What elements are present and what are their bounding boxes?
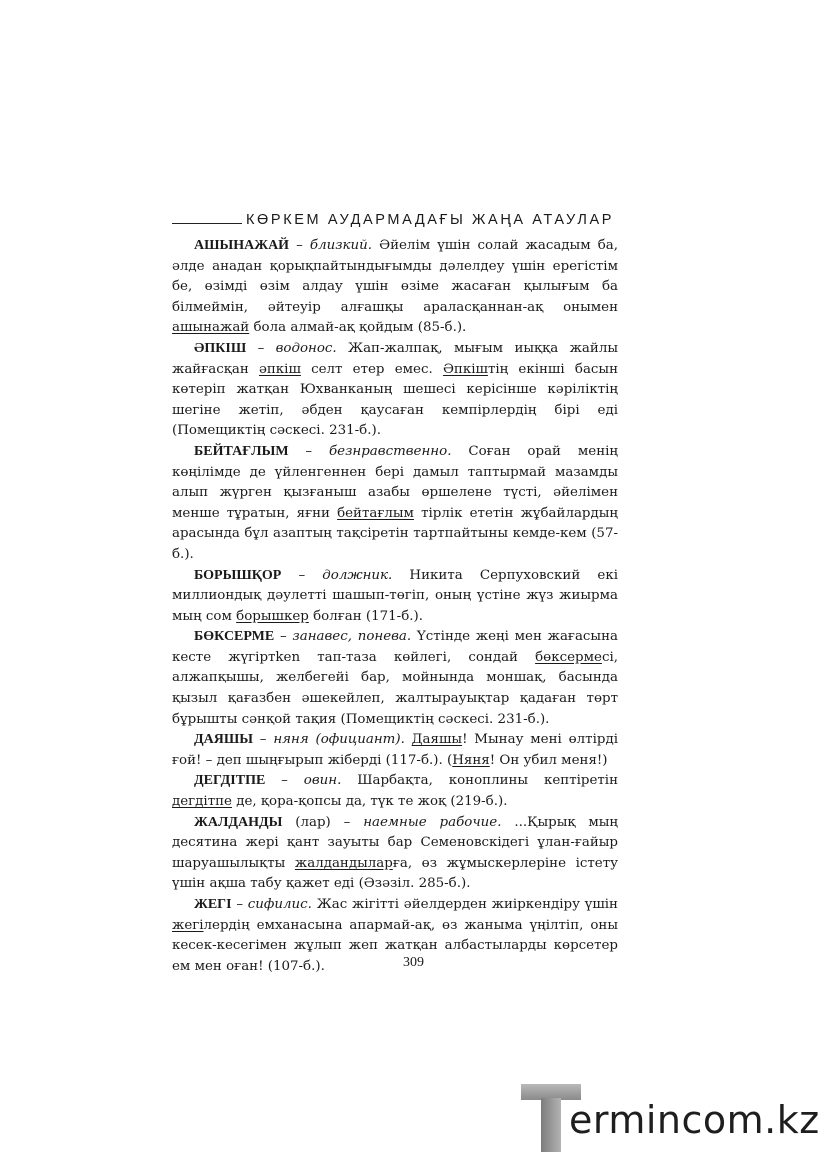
translation: безнравственно.	[329, 443, 452, 459]
example-text: тің екінші басын көтеріп жатқан Юхванканың шешесі керісінше кәріліктің шегіне жетіп, әбден қаусаған кемпірлердің бірі еді (Помещиктің сәскесі. 231-б.).	[172, 361, 619, 439]
entry-boryshqor	[172, 566, 618, 628]
example-text: Жас жігітті әйелдерден жиіркендіру үшін	[311, 897, 618, 912]
example-text: Соған орай менің көңілімде де үйленгеннен бері дамыл таптырмай мазамды алып жүрген қызғаныш азабы өршелене түсті, әйелімен менше тұратын, яғни	[172, 443, 618, 521]
headword: ӘПКІШ	[194, 340, 247, 356]
underlined-term: Даяшы	[411, 732, 463, 748]
translation: наемные рабочие.	[363, 814, 502, 830]
example-text: Үстінде жеңі мен жағасына кесте жүгіртken тап-таза көйлегі, сондай	[172, 629, 618, 665]
headword: ДЕГДІТПЕ	[194, 773, 266, 789]
example-text	[405, 732, 412, 747]
dash: –	[289, 238, 310, 253]
headword: БЕЙТАҒЛЫМ	[194, 443, 289, 459]
translation: должник.	[322, 567, 393, 583]
headword: БОРЫШҚОР	[194, 567, 282, 583]
dash: –	[288, 443, 329, 459]
dictionary-body	[172, 236, 618, 977]
entry-beitaglym	[172, 442, 618, 566]
entry-zhaldandy	[172, 813, 618, 895]
translation: няня (официант).	[273, 732, 405, 748]
entry-dayashy	[172, 730, 618, 771]
dash: –	[281, 567, 323, 583]
example-text: селт етер емес.	[300, 361, 443, 377]
termincom-logo[interactable]	[517, 1080, 820, 1155]
underlined-term: бөксерме	[535, 649, 602, 665]
underlined-term: борышкер	[236, 608, 309, 624]
example-text: ...Қырық мың десятина жері қант зауыты бар Семеновскідегі ұлан-ғайыр шаруашылықты	[172, 814, 618, 871]
entry-apkish	[172, 339, 618, 442]
translation: близкий.	[309, 238, 373, 253]
dash: –	[252, 732, 274, 748]
example-text: Никита Серпуховский екі миллиондық дәулетті шашып-төгіп, оның үстіне жүз жиырма мың сом	[172, 567, 618, 624]
headword: БӨКСЕРМЕ	[194, 629, 275, 645]
dash: –	[274, 629, 293, 645]
example-text: бола алмай-ақ қойдым (85-б.).	[249, 320, 467, 336]
header-rule	[172, 223, 242, 224]
running-header	[172, 212, 618, 228]
underlined-term: жалдандылар	[294, 855, 393, 871]
example-text: сі, алжапқышы, желбегейі бар, мойнында моншақ, басында қызыл қағазбен әшекейлеп, жалтырауықтар қадаған төрт бұрышты сәнқой тақия (Помещиктің сәскесі. 231-б.).	[172, 649, 618, 727]
headword: ЖАЛДАНДЫ	[194, 814, 283, 830]
headword: ЖЕГІ	[194, 897, 232, 912]
example-text: ! Мынау мені өлтірді ғой! – деп шыңғырып жіберді (117-б.). (	[172, 732, 618, 768]
underlined-term: бейтағлым	[337, 505, 414, 521]
example-text: ! Он убил меня!)	[489, 752, 608, 768]
underlined-term: жегі	[172, 917, 204, 933]
entry-bokserme	[172, 627, 618, 730]
translation: сифилис.	[247, 897, 312, 912]
dash: –	[246, 340, 276, 356]
underlined-term: ашынажай	[172, 320, 250, 336]
header-title: КӨРКЕМ АУДАРМАДАҒЫ ЖАҢА АТАУЛАР	[246, 212, 615, 228]
entry-degditpe	[172, 771, 618, 812]
dash: (лар) –	[282, 814, 364, 830]
example-text: Жап-жалпақ, мығым иыққа жайлы жайғасқан	[172, 340, 618, 377]
translation: водонос.	[275, 340, 337, 356]
example-text: болған (171-б.).	[308, 608, 423, 624]
logo-t-stem	[541, 1098, 561, 1152]
example-text: де, қора-қопсы да, түк те жоқ (219-б.).	[231, 794, 508, 810]
headword: ДАЯШЫ	[194, 732, 253, 748]
dash: –	[231, 897, 248, 912]
example-text: лердің емханасына апармай-ақ, өз жаныма үңілтіп, оны кесек-кесегімен жұлып жеп жатқан албастыларды көрсетер ем мен оған! (107-б.).	[172, 917, 618, 974]
translation: овин.	[303, 773, 342, 789]
underlined-term: әпкіш	[258, 361, 301, 377]
translation: занавес, понева.	[292, 629, 412, 645]
example-text: Әйелім үшін солай жасадым ба, әлде анадан қорықпайтындығымды дәлелдеу үшін ерегістім бе, өзімді өзім алдау үшін өзіме жасаған қылығым ба білмеймін, әйтеуір алғашқы араласқаннан-ақ онымен	[172, 238, 618, 315]
example-text: ға, өз жұмыскерлеріне істету үшін ақша табу қажет еді (Әзәзіл. 285-б.).	[172, 855, 618, 892]
logo-text: ermincom.kz	[569, 1098, 820, 1142]
underlined-term: Няня	[452, 752, 490, 768]
headword: АШЫНАЖАЙ	[194, 238, 290, 253]
page-number: 309	[403, 955, 424, 970]
underlined-term: дегдітпе	[172, 794, 232, 810]
underlined-term: Әпкіш	[442, 361, 488, 377]
example-text: Шарбақта, коноплины кептіретін	[341, 773, 618, 789]
dash: –	[265, 773, 304, 789]
example-text: тірлік ететін жұбайлардың арасында бұл азаптың тақсіретін тартпайтыны кемде-кем (57-б.).	[172, 505, 618, 562]
entry-ashynazhai	[172, 236, 618, 339]
